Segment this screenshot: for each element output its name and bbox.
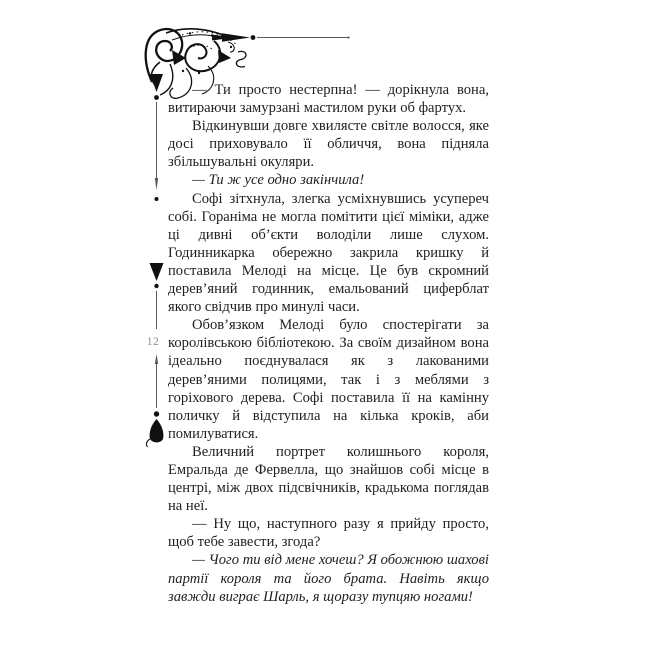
paragraph-narration-3: Обов’язком Мелоді було спостерігати за королівською бібліотекою. За своїм дизайном вона ідеально поєднувалася як з лакованими дерев’яними полицями, так і з меблями з горіхового дерева. Софі поставила її на камінну поличку й відступила на кілька кроків, аби помилуватися.: [168, 317, 489, 442]
left-margin-rule: [146, 74, 163, 447]
page-number: 12: [146, 336, 160, 348]
paragraph-dialogue-italic-1: — Ти ж усе одно закінчила!: [192, 172, 365, 189]
paragraph-narration-1: Відкинувши довге хвилясте світле волосся, яке досі приховувало її обличчя, вона підняла збільшувальні окуляри.: [168, 118, 489, 171]
paragraph-dialogue-1: — Ти просто нестерпна! — дорікнула вона, витираючи замурзані мастилом руки об фартух.: [168, 82, 489, 117]
page-text: [168, 81, 489, 606]
top-rule-ornament: [212, 33, 350, 42]
paragraph-dialogue-2: — Ну що, наступного разу я прийду просто, щоб тебе завести, згода?: [168, 516, 489, 551]
paragraph-narration-4: Величний портрет колишнього короля, Емральда де Фервелла, що знайшов собі місце в центрі, між двох підсвічників, крадькома поглядав на неї.: [168, 443, 489, 515]
paragraph-narration-2: Софі зітхнула, злегка усміхнувшись усупереч собі. Гораніма не могла помітити цієї міміки, адже ці дивні об’єкти володіли лише слухом. Годинникарка обережно закрила кришку й поставила Мелоді на місце. Це був скромний дерев’яний годинник, емальований циферблат якого свідчив про минулі часи.: [168, 190, 489, 316]
paragraph-dialogue-italic-2: — Чого ти від мене хочеш? Я обожнюю шахові партії короля та його брата. Навіть якщо завжди виграє Шарль, я щоразу тупцяю ногами!: [168, 552, 489, 605]
